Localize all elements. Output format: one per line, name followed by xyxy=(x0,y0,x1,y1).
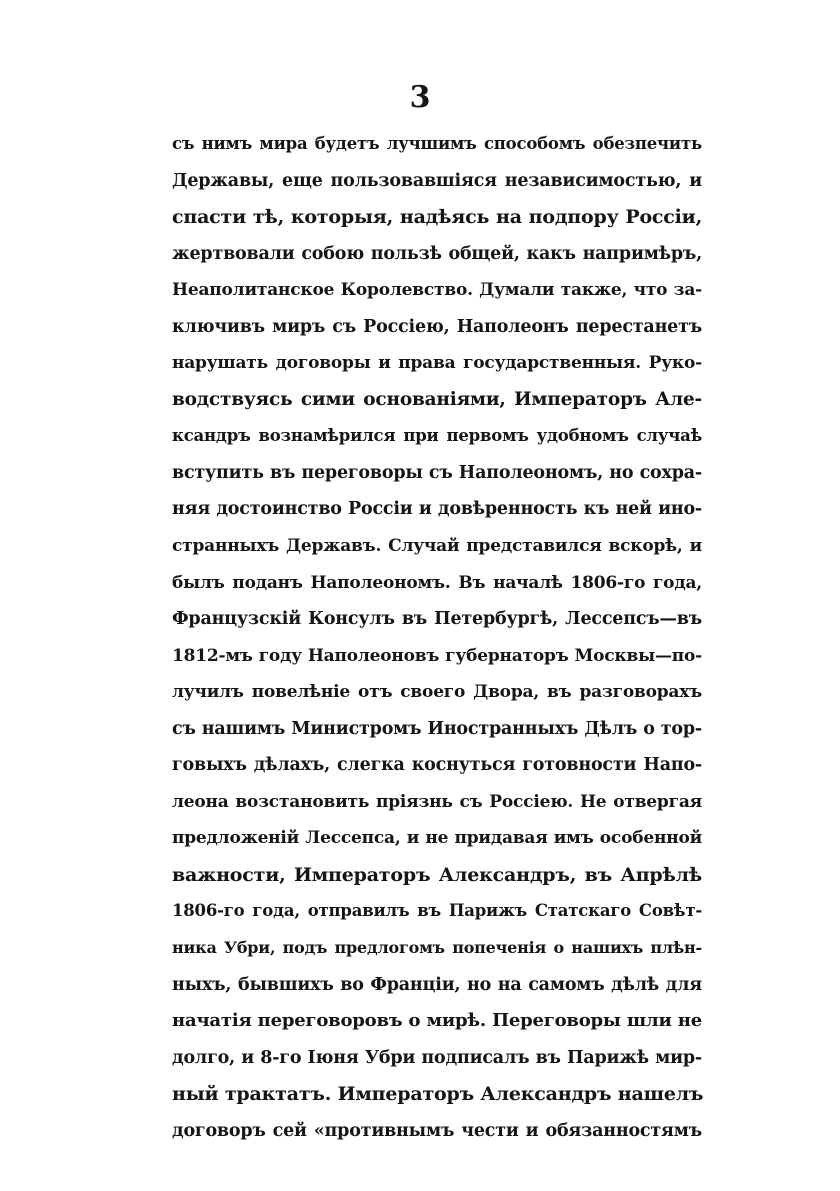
text-line: ника Убри, подъ предлогомъ попеченiя о нашихъ плѣн- xyxy=(172,938,702,958)
text-line: Державы, еще пользовавшiяся независимостью, и xyxy=(172,170,702,191)
text-line: договоръ сей «противнымъ чести и обязанностямъ xyxy=(172,1120,702,1141)
text-line: предложенiй Лессепса, и не придавая имъ особенной xyxy=(172,828,702,849)
page-number: 3 xyxy=(409,80,431,115)
text-line: няя достоинство Россiи и довѣренность къ ней ино- xyxy=(172,499,702,520)
text-line: странныхъ Державъ. Случай представился вскорѣ, и xyxy=(172,536,702,557)
text-line: лучилъ повелѣнiе отъ своего Двора, въ разговорахъ xyxy=(172,682,702,703)
text-line: ныхъ, бывшихъ во Францiи, но на самомъ дѣлѣ для xyxy=(172,974,702,995)
text-line: ксандръ вознамѣрился при первомъ удобномъ случаѣ xyxy=(172,426,702,446)
text-line: спасти тѣ, которыя, надѣясь на подпору Россiи, xyxy=(172,206,702,229)
text-line: 1806-го года, отправилъ въ Парижъ Статскаго Совѣт- xyxy=(172,901,702,921)
text-line: говыхъ дѣлахъ, слегка коснуться готовности Напо- xyxy=(172,755,702,776)
text-line: важности, Императоръ Александръ, въ Апрѣлѣ xyxy=(172,863,702,886)
text-line: ный трактатъ. Императоръ Александръ нашелъ xyxy=(172,1083,704,1106)
text-line: жертвовали собою пользѣ общей, какъ напримѣръ, xyxy=(172,243,702,264)
text-line: леона возстановить прiязнь съ Россiею. Не отвергая xyxy=(172,791,702,812)
text-line: съ нашимъ Министромъ Иностранныхъ Дѣлъ о тор- xyxy=(172,718,702,739)
text-line: ключивъ миръ съ Россiею, Наполеонъ перестанетъ xyxy=(172,316,702,337)
text-line: былъ поданъ Наполеономъ. Въ началѣ 1806-го года, xyxy=(172,572,702,593)
text-line: начатiя переговоровъ о мирѣ. Переговоры шли не xyxy=(172,1010,702,1032)
body-text xyxy=(172,126,702,1149)
text-line: Французскiй Консулъ въ Петербургѣ, Лессепсъ—въ xyxy=(172,609,702,630)
text-line: 1812-мъ году Наполеоновъ губернаторъ Москвы—по- xyxy=(172,645,702,666)
text-line: Неаполитанское Королевство. Думали также, что за- xyxy=(172,280,702,301)
text-line: съ нимъ мира будетъ лучшимъ способомъ обезпечить xyxy=(172,134,702,153)
text-line: нарушать договоры и права государственныя. Руко- xyxy=(172,353,702,374)
text-line: вступить въ переговоры съ Наполеономъ, но сохра- xyxy=(172,462,702,483)
text-line: долго, и 8-го Iюня Убри подписалъ въ Парижѣ мир- xyxy=(172,1047,702,1068)
text-line: водствуясь сими основанiями, Императоръ Але- xyxy=(172,388,702,410)
